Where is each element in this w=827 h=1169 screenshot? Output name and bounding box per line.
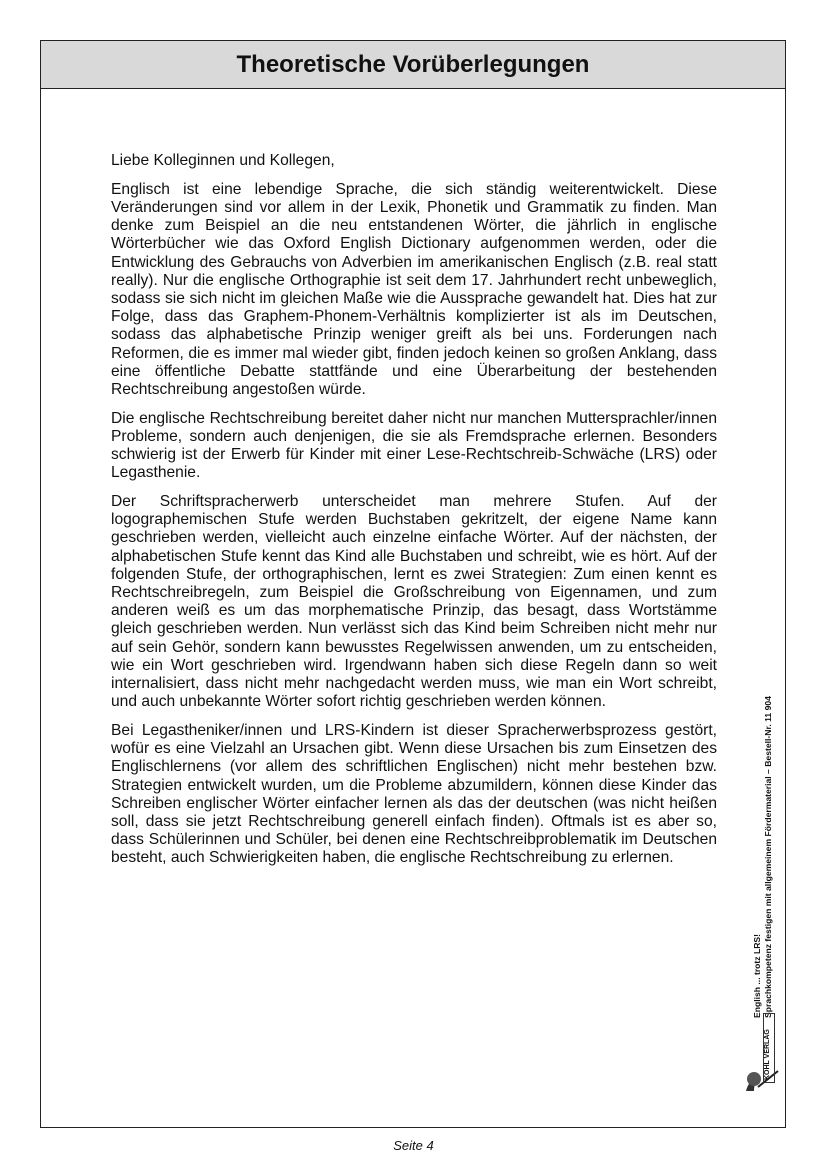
paragraph-1: Englisch ist eine lebendige Sprache, die sich ständig weiterentwickelt. Diese Veränderungen sind vor allem in der Lexik, Phonetik und Grammatik zu finden. Man denke zum Beispiel an die neu entstandenen Wörter, die jährlich in englische Wörterbücher wie das Oxford English Dictionary aufgenommen werden, oder die Entwicklung des Gebrauchs von Adverbien im amerikanischen Englisch (z.B. real statt really). Nur die englische Orthographie ist seit dem 17. Jahrhundert recht unbeweglich, sodass sie sich nicht im gleichen Maße wie die Aussprache gewandelt hat. Dies hat zur Folge, dass das Graphem-Phonem-Verhältnis komplizierter ist als im Deutschen, sodass das alphabetische Prinzip weniger greift als bei uns. Forderungen nach Reformen, die es immer mal wieder gibt, finden jedoch keinen so großen Anklang, dass eine öffentliche Debatte stattfände und eine Überarbeitung der bestehenden Rechtschreibung angestoßen würde. <box>111 180 717 398</box>
side-publication-note <box>752 638 782 1018</box>
salutation: Liebe Kolleginnen und Kollegen, <box>111 152 335 169</box>
publisher-name: KOHL VERLAG <box>763 1013 775 1083</box>
page-frame <box>40 40 786 1128</box>
paragraph-3: Der Schriftspracherwerb unterscheidet man mehrere Stufen. Auf der logographemischen Stufe werden Buchstaben gekritzelt, der eigene Name kann geschrieben werden, vielleicht auch einzelne einfache Wörter. Auf der nächsten, der alphabetischen Stufe kennt das Kind alle Buchstaben und schreibt, wie es hört. Auf der folgenden Stufe, der orthographischen, lernt es zwei Strategien: Zum einen kennt es Rechtschreibregeln, zum Beispiel die Großschreibung von Eigennamen, und zum anderen weiß es um das morphematische Prinzip, das besagt, dass Wortstämme gleich geschrieben werden. Nun verlässt sich das Kind beim Schreiben nicht mehr nur auf sein Gehör, sondern kann bewusstes Regelwissen anwenden, um zu entscheiden, wie ein Wort geschrieben wird. Irgendwann haben sich diese Regeln dann so weit internalisiert, dass nicht mehr nachgedacht werden muss, wie man ein Wort schreibt, und auch unbekannte Wörter sofort richtig geschrieben werden können. <box>111 492 717 711</box>
side-book-title: English ... trotz LRS! <box>752 933 762 1018</box>
paragraph-2: Die englische Rechtschreibung bereitet daher nicht nur manchen Muttersprachler/innen Probleme, sondern auch denjenigen, die sie als Fremdsprache erlernen. Besonders schwierig ist der Erwerb für Kinder mit einer Lese-Rechtschreib-Schwäche (LRS) oder Legasthenie. <box>111 409 717 482</box>
side-book-subtitle: Sprachkompetenz festigen mit allgemeinem Fördermaterial – Bestell-Nr. 11 904 <box>763 696 773 1018</box>
body-text <box>111 152 717 878</box>
publisher-logo-icon <box>742 1025 782 1093</box>
page-number: Seite 4 <box>393 1138 434 1153</box>
paragraph-4: Bei Legastheniker/innen und LRS-Kindern ist dieser Spracherwerbsprozess gestört, wofür es eine Vielzahl an Ursachen gibt. Wenn diese Ursachen bis zum Einsetzen des Englischlernens (vor allem des schriftlichen Englischen) nicht mehr bestehen bzw. Strategien entwickelt wurden, um die Probleme abzumildern, können diese Kinder das Schreiben englischer Wörter einfacher lernen als das der deutschen (was nicht heißen soll, dass sie jetzt Rechtschreibung generell einfach finden). Oftmals ist es aber so, dass Schülerinnen und Schüler, bei denen eine Rechtschreibproblematik im Deutschen besteht, auch Schwierigkeiten haben, die englische Rechtschreibung zu erlernen. <box>111 721 717 867</box>
page-title: Theoretische Vorüberlegungen <box>236 50 590 78</box>
title-bar <box>41 41 785 89</box>
